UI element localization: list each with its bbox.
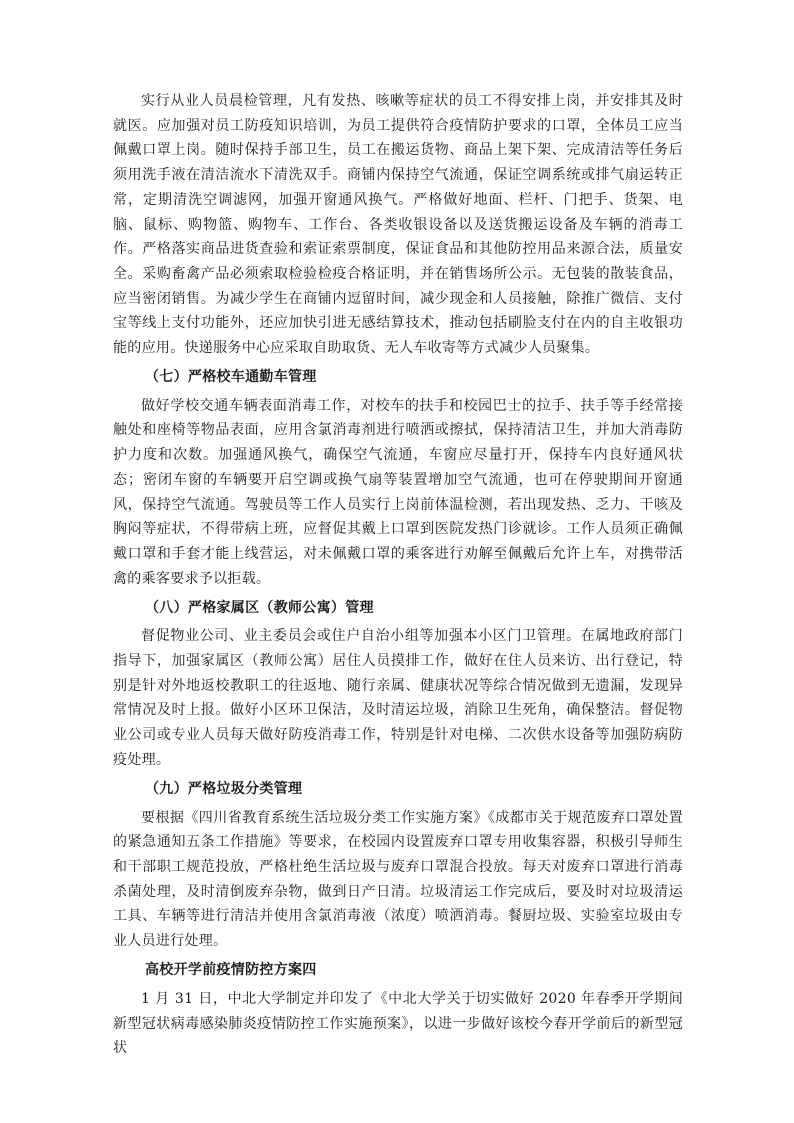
paragraph-zhongbei-university: 1 月 31 日，中北大学制定并印发了《中北大学关于切实做好 2020 年春季开学期间新型冠状病毒感染肺炎疫情防控工作实施预案》，以进一步做好该校今春开学前后的新型冠状 [113,990,683,1057]
heading-family-area: （八）严格家属区（教师公寓）管理 [145,599,374,616]
paragraph-school-bus: 做好学校交通车辆表面消毒工作，对校车的扶手和校园巴士的拉手、扶手等手经常接触处和座椅等物品表面，应用含氯消毒剂进行喷洒或擦拭，保持清洁卫生，并加大消毒防护力度和次数。加强通风换气，确保空气流通，车窗应尽量打开，保持车内良好通风状态；密闭车窗的车辆要开启空调或换气扇等装置增加空气流通，也可在停驶期间开窗通风，保持空气流通。驾驶员等工作人员实行上岗前体温检测，若出现发热、乏力、干咳及胸闷等症状，不得带病上班，应督促其戴上口罩到医院发热门诊就诊。工作人员须正确佩戴口罩和手套才能上线营运，对未佩戴口罩的乘客进行劝解至佩戴后允许上车，对携带活禽的乘客要求予以拒载。 [113,397,683,587]
heading-garbage-sorting: （九）严格垃圾分类管理 [145,780,303,797]
document-page [113,89,683,1061]
paragraph-staff-management: 实行从业人员晨检管理，凡有发热、咳嗽等症状的员工不得安排上岗，并安排其及时就医。应加强对员工防疫知识培训，为员工提供符合疫情防护要求的口罩，全体员工应当佩戴口罩上岗。随时保持手部卫生，员工在搬运货物、商品上架下架、完成清洁等任务后须用洗手液在清洁流水下清洗双手。商铺内保持空气流通，保证空调系统或排气扇运转正常，定期清洗空调滤网，加强开窗通风换气。严格做好地面、栏杆、门把手、货架、电脑、鼠标、购物篮、购物车、工作台、各类收银设备以及送货搬运设备及车辆的消毒工作。严格落实商品进货查验和索证索票制度，保证食品和其他防控用品来源合法，质量安全。采购畜禽产品必须索取检验检疫合格证明，并在销售场所公示。无包装的散装食品，应当密闭销售。为减少学生在商铺内逗留时间，减少现金和人员接触，除推广微信、支付宝等线上支付功能外，还应加快引进无感结算技术，推动包括刷脸支付在内的自主收银功能的应用。快递服务中心应采取自助取货、无人车收寄等方式减少人员聚集。 [113,93,683,357]
heading-school-bus: （七）严格校车通勤车管理 [145,368,317,385]
paragraph-family-area: 督促物业公司、业主委员会或住户自治小组等加强本小区门卫管理。在属地政府部门指导下，加强家属区（教师公寓）居住人员摸排工作，做好在住人员来访、出行登记，特别是针对外地返校教职工的往返地、随行亲属、健康状况等综合情况做到无遗漏，发现异常情况及时上报。做好小区环卫保洁，及时清运垃圾，消除卫生死角，确保整洁。督促物业公司或专业人员每天做好防疫消毒工作，特别是针对电梯、二次供水设备等加强防病防疫处理。 [113,628,683,768]
heading-plan-four: 高校开学前疫情防控方案四 [145,961,317,978]
paragraph-garbage-sorting: 要根据《四川省教育系统生活垃圾分类工作实施方案》《成都市关于规范废弃口罩处置的紧急通知五条工作措施》等要求，在校园内设置废弃口罩专用收集容器，积极引导师生和干部职工规范投放，严格杜绝生活垃圾与废弃口罩混合投放。每天对废弃口罩进行消毒杀菌处理，及时清倒废弃杂物，做到日产日清。垃圾清运工作完成后，要及时对垃圾清运工具、车辆等进行清洁并使用含氯消毒液（浓度）喷洒消毒。餐厨垃圾、实验室垃圾由专业人员进行处理。 [113,809,683,950]
